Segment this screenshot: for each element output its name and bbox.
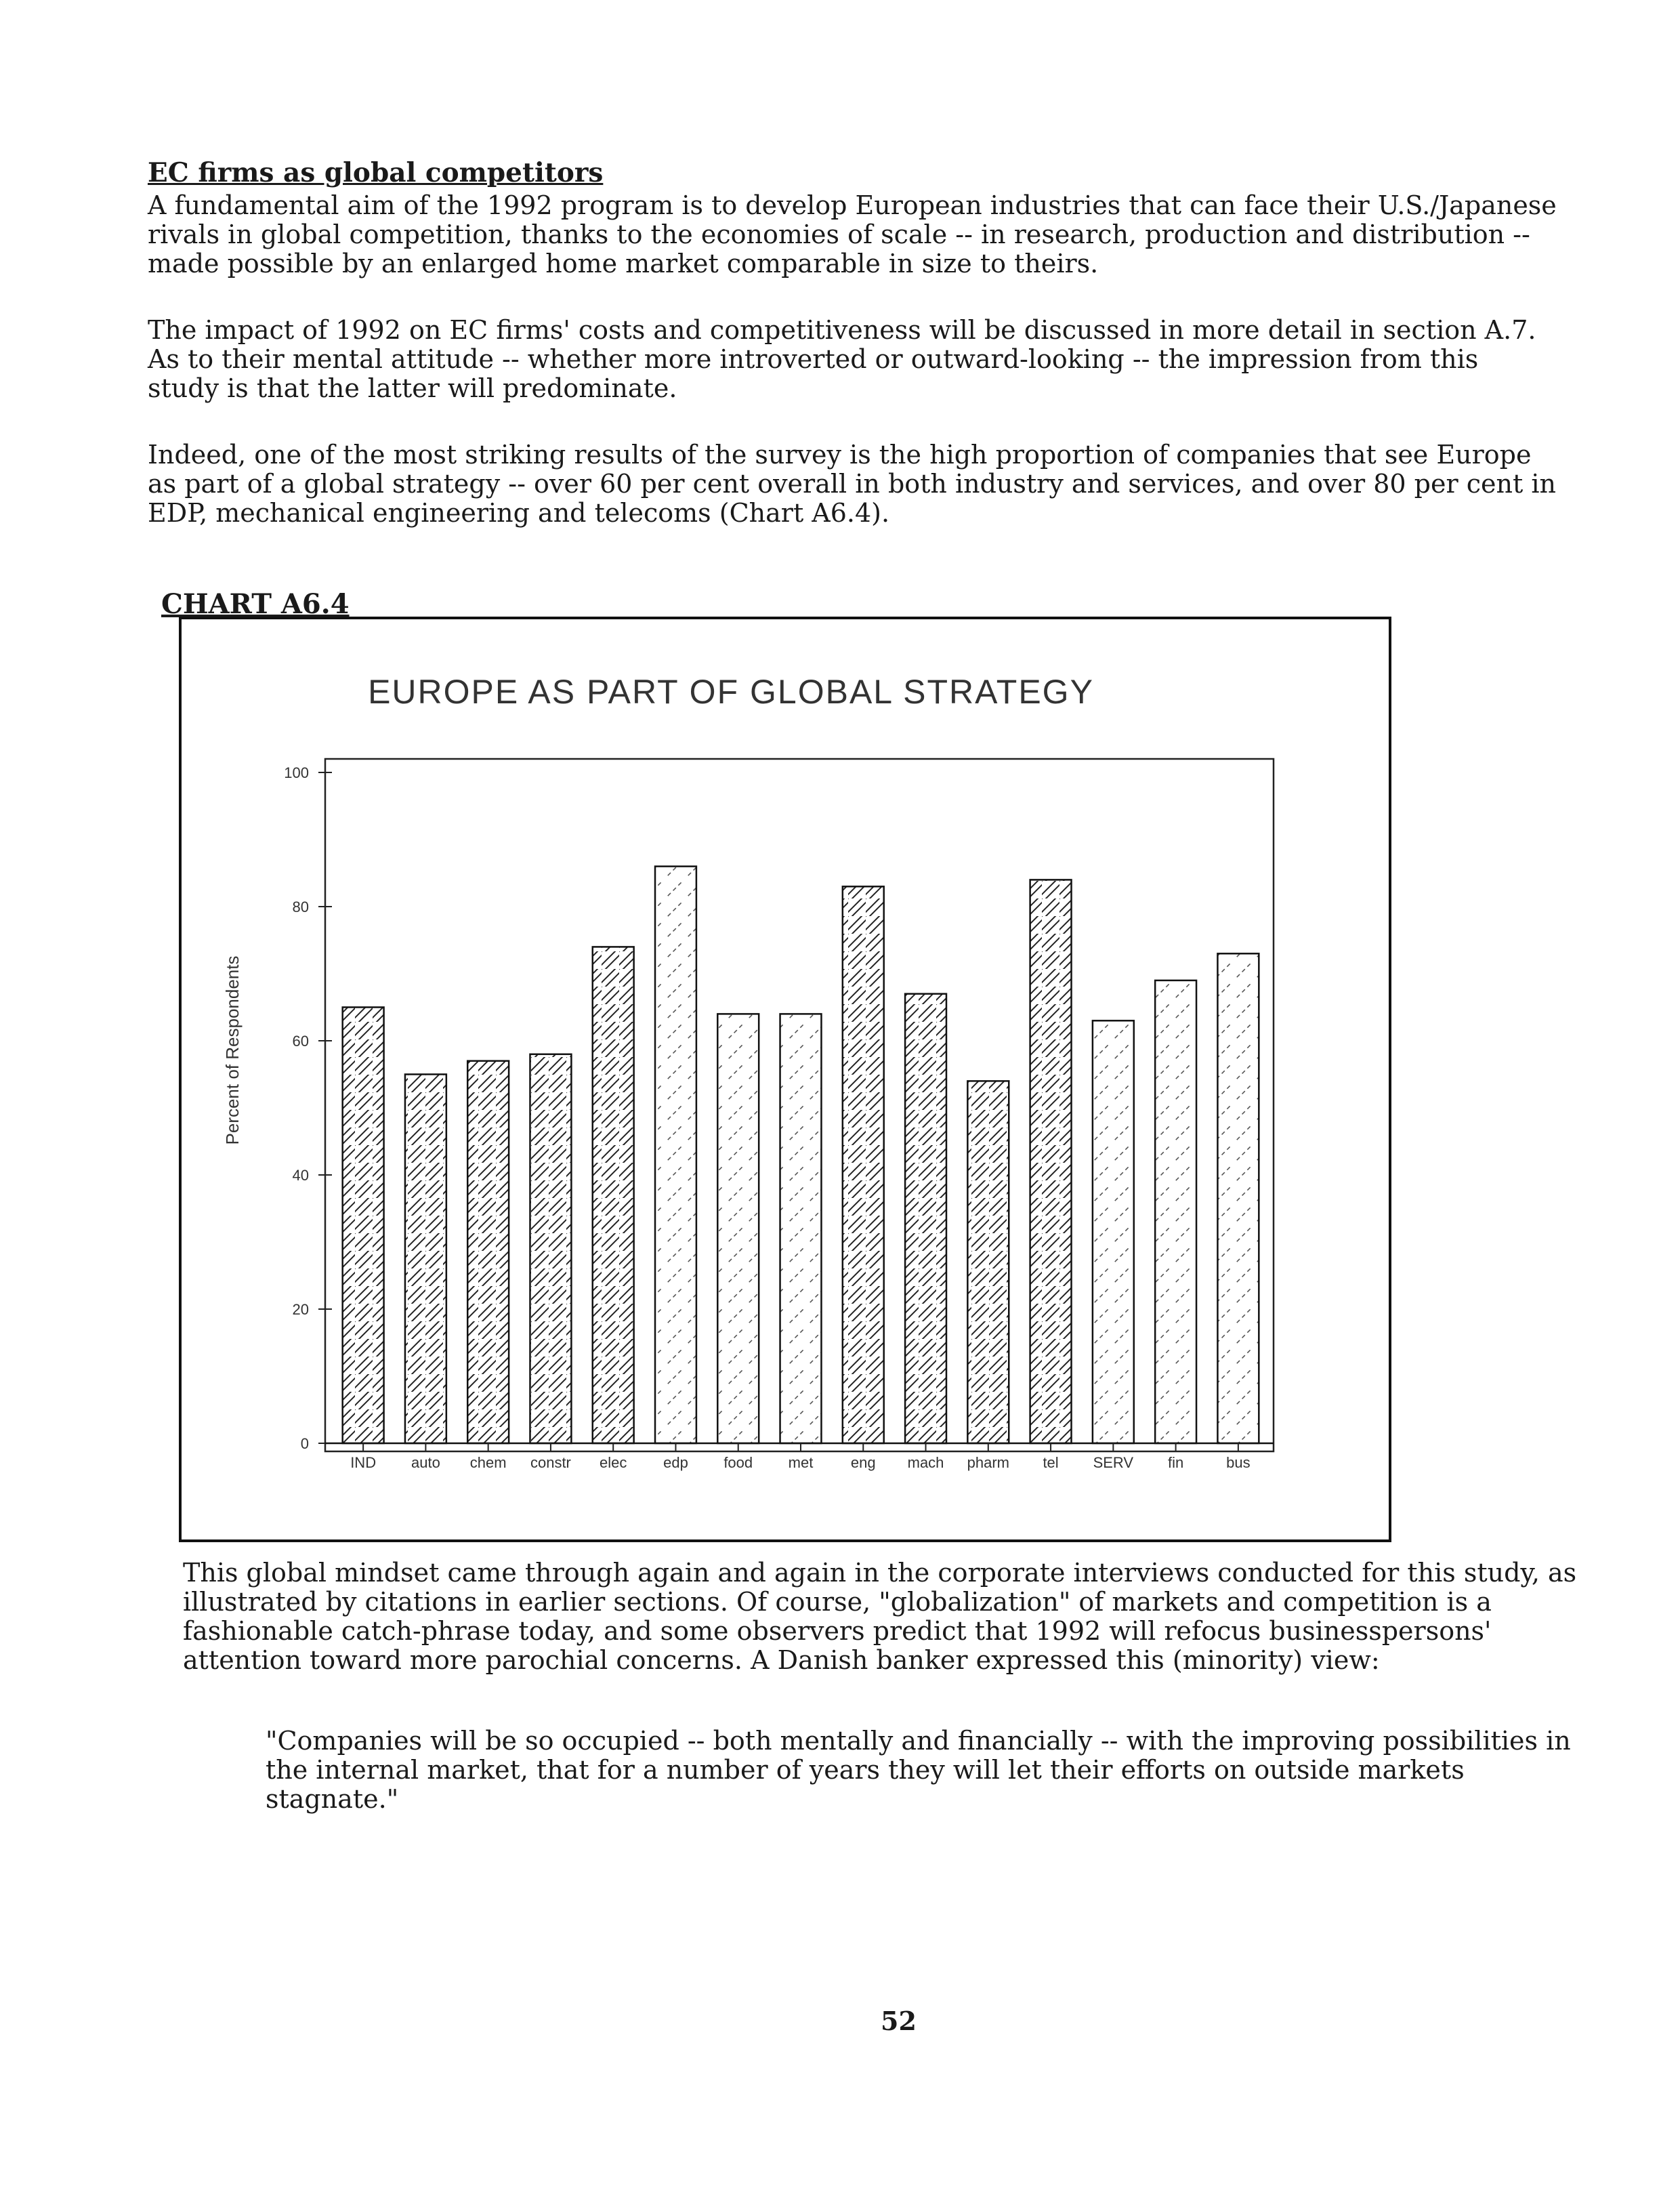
x-tick-label: met [788,1454,814,1471]
y-tick-label: 80 [292,898,309,915]
paragraph-2: The impact of 1992 on EC firms' costs and competitiveness will be discussed in more detail in section A.7. As to their mental attitude -- whether more introverted or outward-looking -- the impression from this study is that the latter will predominate. [148,315,1536,403]
x-tick-label: IND [350,1454,377,1471]
x-tick-label: elec [600,1454,627,1471]
y-tick-label: 20 [292,1301,309,1318]
y-tick-label: 0 [300,1435,309,1452]
chart-label: CHART A6.4 [161,588,350,620]
bar-pharm [967,1081,1009,1443]
bar-eng [843,886,884,1443]
x-tick-label: edp [663,1454,688,1471]
y-tick-label: 40 [292,1167,309,1184]
bar-food [717,1014,759,1443]
paragraph-1: A fundamental aim of the 1992 program is to develop European industries that can face their U.S./Japanese rivals in global competition, thanks to the economies of scale -- in research, production and distribution -- made possible by an enlarged home market comparable in size to theirs. [148,190,1557,278]
x-tick-label: constr [530,1454,571,1471]
bar-auto [405,1075,446,1444]
chart-title: EUROPE AS PART OF GLOBAL STRATEGY [368,673,1094,711]
bar-chem [467,1061,509,1443]
bar-chart [179,617,1391,1542]
y-tick-label: 100 [284,764,309,781]
bar-fin [1155,980,1196,1443]
paragraph-4: This global mindset came through again and again in the corporate interviews conducted for this study, as illustrated by citations in earlier sections. Of course, "globalization" of markets and competition is a fashionable catch-phrase today, and some observers predict that 1992 will refocus businesspersons' attention toward more parochial concerns. A Danish banker expressed this (minority) view: [183,1558,1577,1675]
x-tick-label: SERV [1093,1454,1134,1471]
bar-edp [655,867,696,1443]
bar-elec [593,947,634,1443]
quote-block: "Companies will be so occupied -- both mentally and financially -- with the improving possibilities in the internal market, that for a number of years they will let their efforts on outside markets stagnate." [266,1726,1571,1814]
bar-tel [1030,880,1072,1443]
bar-met [780,1014,822,1443]
x-tick-label: auto [411,1454,440,1471]
bar-bus [1217,953,1259,1443]
paragraph-3: Indeed, one of the most striking results of the survey is the high proportion of companies that see Europe as part of a global strategy -- over 60 per cent overall in both industry and services, and over 80 per cent in EDP, mechanical engineering and telecoms (Chart A6.4). [148,440,1556,528]
x-tick-label: bus [1226,1454,1251,1471]
bar-IND [343,1008,384,1444]
x-tick-label: fin [1167,1454,1184,1471]
bar-mach [905,994,946,1443]
bar-SERV [1093,1020,1134,1443]
x-tick-label: tel [1043,1454,1059,1471]
x-tick-label: chem [469,1454,507,1471]
y-tick-label: 60 [292,1033,309,1050]
page-number: 52 [881,2006,917,2036]
x-tick-label: eng [850,1454,876,1471]
section-heading: EC firms as global competitors [148,157,604,188]
x-tick-label: pharm [967,1454,1009,1471]
x-tick-label: mach [907,1454,944,1471]
bar-constr [530,1054,571,1443]
y-axis-label: Percent of Respondents [222,955,243,1145]
x-tick-label: food [723,1454,753,1471]
